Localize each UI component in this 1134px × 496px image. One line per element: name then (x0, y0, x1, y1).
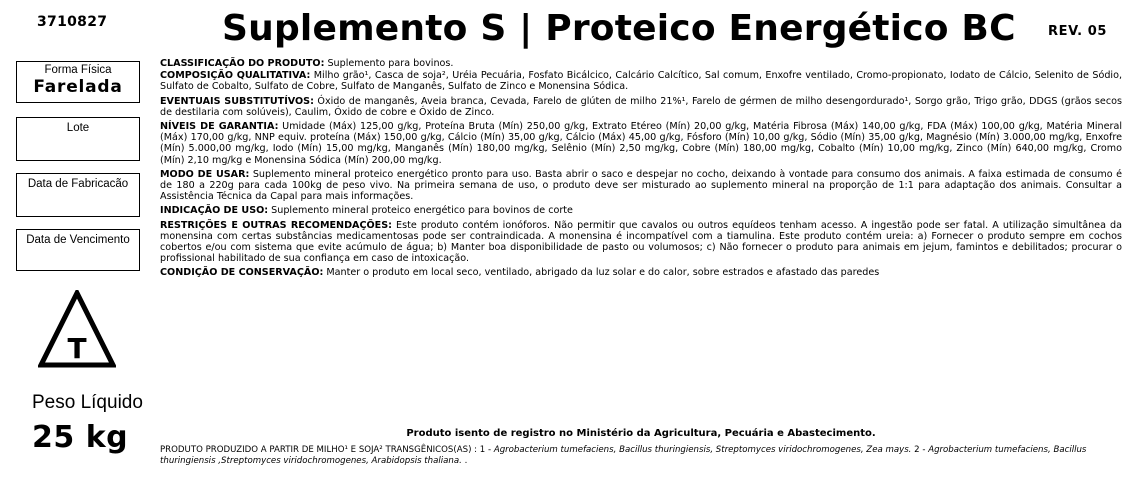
composicao-section (160, 70, 1122, 92)
conservacao-heading: CONDIÇÃO DE CONSERVAÇÃO: (160, 267, 324, 279)
data-fabricacao-box (16, 173, 140, 217)
data-fabricacao-label: Data de Fabricacão (27, 178, 129, 190)
transgenic-separator: 2 - (911, 445, 929, 455)
forma-fisica-label: Forma Física (44, 64, 112, 76)
warning-triangle-icon (38, 290, 116, 370)
product-title: Suplemento S | Proteico Energético BC (222, 8, 1016, 49)
triangle-letter: T (67, 332, 87, 365)
modo-usar-section (160, 169, 1122, 203)
restricoes-section (160, 220, 1122, 265)
forma-fisica-value: Farelada (33, 77, 123, 97)
substitutivos-text: Óxido de manganês, Aveia branca, Cevada, Farelo de glúten de milho 21%¹, Farelo de gérmen de milho desengordurado¹, Sorgo grão, Trigo grão, DDGS (grãos secos de destilaria com solúveis), Caulim, Óxido de cobre e Óxido de Zinco. (160, 95, 1122, 118)
transgenic-organisms-2: Agrobacterium tumefaciens, Bacillus thuringiensis ,Streptomyces viridochromogenes, Arabidopsis thaliana. (160, 445, 1087, 466)
data-vencimento-box (16, 229, 140, 271)
classificacao-heading: CLASSIFICAÇÃO DO PRODUTO: (160, 58, 325, 69)
conservacao-text: Manter o produto em local seco, ventilado, abrigado da luz solar e do calor, sobre estrados e afastado das paredes (323, 267, 880, 279)
restricoes-text: Este produto contém ionóforos. Não permitir que cavalos ou outros equídeos tenham acesso. A ingestão pode ser fatal. A utilização simultânea da monensina com certas substâncias medicamentosas pode ser contraindicada. A monensina é incompatível com a tiamulina. Este produto contém ureia: a) Fornecer o produto sempre em cochos cobertos e/ou com sistema que evite acúmulo de água; b) Manter boa disponibilidade de pasto ou volumosos; c) Não fornecer o produto para animais em jejum, famintos e debilitados; procurar o profissional habilitado de sua confiança em caso de intoxicação. (160, 219, 1122, 265)
conservacao-section (160, 267, 1122, 278)
registration-exempt-note: Produto isento de registro no Ministério da Agricultura, Pecuária e Abastecimento. (406, 428, 876, 439)
label-content (160, 58, 1122, 282)
indicacao-text: Suplemento mineral proteico energético para bovinos de corte (268, 205, 573, 217)
indicacao-section (160, 205, 1122, 216)
product-code: 3710827 (37, 14, 108, 30)
garantia-heading: NÍVEIS DE GARANTIA: (160, 121, 279, 133)
garantia-section (160, 121, 1122, 166)
transgenic-organisms-1: Agrobacterium tumefaciens, Bacillus thuringiensis, Streptomyces viridochromogenes, Zea mays. (493, 445, 912, 455)
classificacao-text: Suplemento para bovinos. (324, 58, 454, 69)
indicacao-heading: INDICAÇÃO DE USO: (160, 205, 269, 217)
restricoes-heading: RESTRIÇÕES E OUTRAS RECOMENDAÇÕES: (160, 219, 392, 231)
lote-label: Lote (66, 122, 90, 134)
modo-usar-text: Suplemento mineral proteico energético pronto para uso. Basta abrir o saco e despejar no cocho, deixando à vontade para consumo dos animais. A faixa estimada de consumo é de 180 a 220g para cada 100kg de peso vivo. Na primeira semana de uso, o produto deve ser misturado ao suplemento mineral na proporção de 1:1 para adaptação dos animais. Consultar a Assistência Técnica da Capal para mais informações. (160, 168, 1122, 203)
composicao-text: Milho grão¹, Casca de soja², Uréia Pecuária, Fosfato Bicálcico, Calcário Calcítico, Sal comum, Enxofre ventilado, Cromo-propionato, Iodato de Cálcio, Selenito de Sódio, Sulfato de Cobalto, Sulfato de Cobre, Sulfato de Manganês, Sulfato de Zinco e Monensina Sódica. (160, 70, 1122, 93)
revision-label: REV. 05 (1048, 24, 1108, 39)
forma-fisica-box (16, 61, 140, 103)
peso-liquido-value: 25 kg (32, 420, 129, 455)
composicao-heading: COMPOSIÇÃO QUALITATIVA: (160, 70, 311, 82)
transgenic-note (160, 445, 1122, 467)
substitutivos-heading: EVENTUAIS SUBSTITUTÍVOS: (160, 95, 314, 107)
classificacao-section (160, 58, 1122, 69)
lote-box (16, 117, 140, 161)
modo-usar-heading: MODO DE USAR: (160, 168, 250, 180)
data-vencimento-label: Data de Vencimento (26, 234, 130, 246)
transgenic-prefix: PRODUTO PRODUZIDO A PARTIR DE MILHO¹ E SOJA² TRANSGÊNICOS(AS) : 1 - (160, 445, 494, 455)
substitutivos-section (160, 96, 1122, 118)
peso-liquido-label: Peso Líquido (32, 392, 143, 413)
garantia-text: Umidade (Máx) 125,00 g/kg, Proteína Bruta (Mín) 250,00 g/kg, Extrato Etéreo (Mín) 20,00 g/kg, Matéria Fibrosa (Máx) 140,00 g/kg, FDA (Máx) 100,00 g/kg, Matéria Mineral (Máx) 170,00 g/kg, NNP equiv. proteína (Máx) 150,00 g/kg, Cálcio (Mín) 35,00 g/kg, Cálcio (Máx) 45,00 g/kg, Fósforo (Mín) 10,00 g/kg, Sódio (Mín) 35,00 g/kg, Magnésio (Mín) 3.000,00 mg/kg, Enxofre (Mín) 5.000,00 mg/kg, Iodo (Mín) 15,00 mg/kg, Manganês (Mín) 180,00 mg/kg, Selênio (Mín) 2,50 mg/kg, Cobre (Mín) 180,00 mg/kg, Cobalto (Mín) 10,00 mg/kg, Zinco (Mín) 640,00 mg/kg, Cromo (Mín) 2,10 mg/kg e Monensina Sódica (Mín) 200,00 mg/kg. (160, 121, 1122, 166)
transgenic-suffix: . (461, 456, 468, 466)
